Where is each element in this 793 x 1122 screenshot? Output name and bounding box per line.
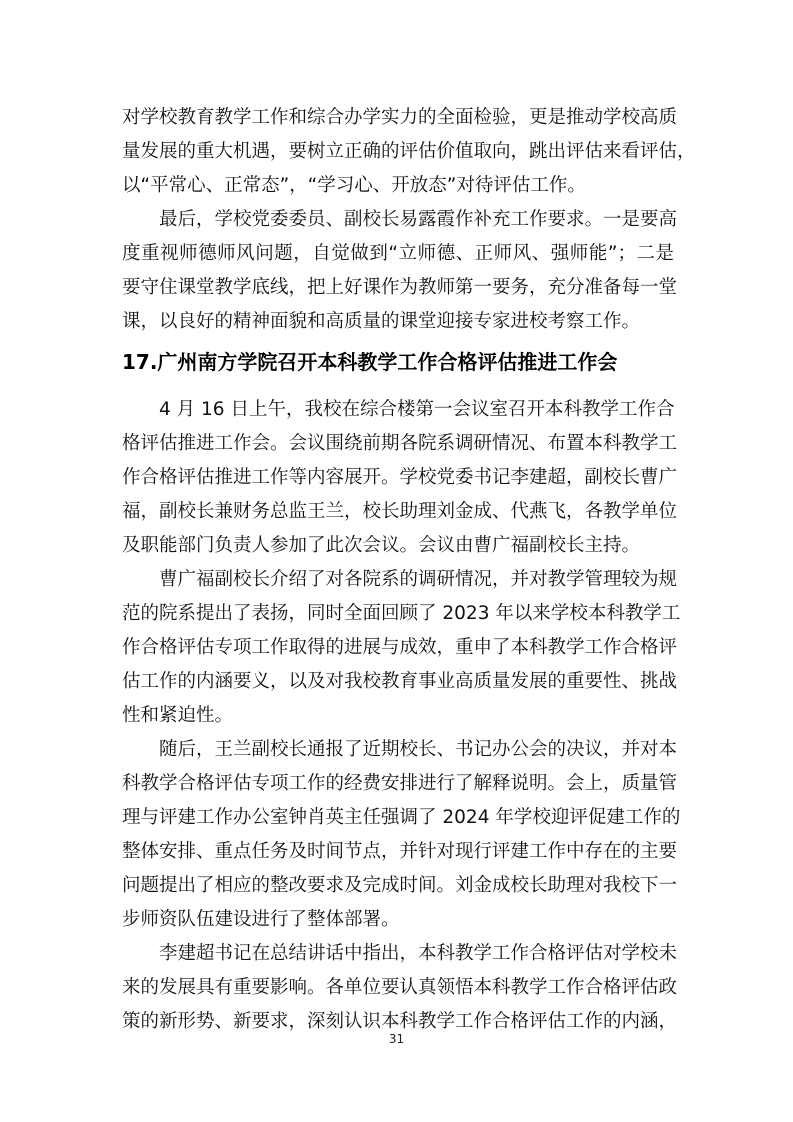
text-line: 范的院系提出了表扬，同时全面回顾了 2023 年以来学校本科教学工 xyxy=(122,603,681,624)
paragraph-3 xyxy=(122,393,678,563)
paragraph-6 xyxy=(122,937,678,1039)
document-body xyxy=(122,101,696,1039)
text-line: 格评估推进工作会。会议围绕前期各院系调研情况、布置本科教学工 xyxy=(122,433,678,454)
text-line: 量发展的重大机遇，要树立正确的评估价值取向，跳出评估来看评估， xyxy=(122,141,696,162)
text-line: 李建超书记在总结讲话中指出，本科教学工作合格评估对学校未 xyxy=(159,943,678,964)
text-line: 来的发展具有重要影响。各单位要认真领悟本科教学工作合格评估政 xyxy=(122,977,678,998)
text-line: 策的新形势、新要求，深刻认识本科教学工作合格评估工作的内涵， xyxy=(122,1011,678,1032)
text-line: 及职能部门负责人参加了此次会议。会议由曹广福副校长主持。 xyxy=(122,535,641,556)
section-heading: 17.广州南方学院召开本科教学工作合格评估推进工作会 xyxy=(122,350,618,374)
text-line: 随后，王兰副校长通报了近期校长、书记办公会的决议，并对本 xyxy=(159,739,678,760)
text-line: 曹广福副校长介绍了对各院系的调研情况，并对教学管理较为规 xyxy=(159,569,678,590)
paragraph-2 xyxy=(122,203,678,339)
text-line: 科教学合格评估专项工作的经费安排进行了解释说明。会上，质量管 xyxy=(122,773,678,794)
text-line: 要守住课堂教学底线，把上好课作为教师第一要务，充分准备每一堂 xyxy=(122,277,678,298)
paragraph-4 xyxy=(122,563,681,733)
page-number: 31 xyxy=(388,1032,405,1046)
text-line: 作合格评估推进工作等内容展开。学校党委书记李建超，副校长曹广 xyxy=(122,467,678,488)
text-line: 性和紧迫性。 xyxy=(122,705,234,726)
text-line: 4 月 16 日上午，我校在综合楼第一会议室召开本科教学工作合 xyxy=(159,399,675,420)
text-line: 步师资队伍建设进行了整体部署。 xyxy=(122,909,400,930)
text-line: 以“平常心、正常态”，“学习心、开放态”对待评估工作。 xyxy=(122,175,586,196)
text-line: 度重视师德师风问题，自觉做到“立师德、正师风、强师能”；二是 xyxy=(122,243,674,264)
text-line: 课，以良好的精神面貌和高质量的课堂迎接专家进校考察工作。 xyxy=(122,311,641,332)
text-line: 整体安排、重点任务及时间节点，并针对现行评建工作中存在的主要 xyxy=(122,841,678,862)
text-line: 问题提出了相应的整改要求及完成时间。刘金成校长助理对我校下一 xyxy=(122,875,678,896)
text-line: 对学校教育教学工作和综合办学实力的全面检验，更是推动学校高质 xyxy=(122,107,678,128)
text-line: 作合格评估专项工作取得的进展与成效，重申了本科教学工作合格评 xyxy=(122,637,678,658)
text-line: 最后，学校党委委员、副校长易露霞作补充工作要求。一是要高 xyxy=(159,209,678,230)
text-line: 福，副校长兼财务总监王兰，校长助理刘金成、代燕飞，各教学单位 xyxy=(122,501,678,522)
paragraph-5 xyxy=(122,733,681,937)
text-line: 理与评建工作办公室钟肖英主任强调了 2024 年学校迎评促建工作的 xyxy=(122,807,681,828)
paragraph-1 xyxy=(122,101,696,203)
text-line: 估工作的内涵要义，以及对我校教育事业高质量发展的重要性、挑战 xyxy=(122,671,678,692)
